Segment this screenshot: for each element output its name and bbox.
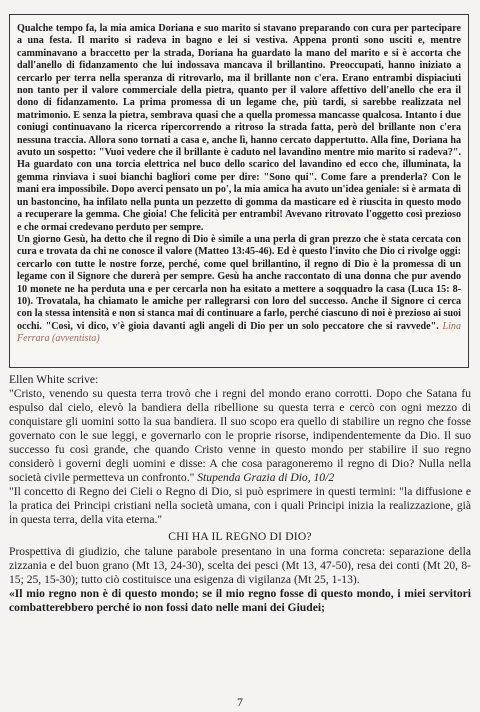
ellen-intro: Ellen White scrive: — [9, 373, 99, 386]
main-text — [9, 373, 471, 615]
section-heading: CHI HA IL REGNO DI DIO? — [168, 530, 312, 543]
ellen-quote — [9, 387, 471, 485]
story-signature: Lina Ferrara (avventista) — [17, 320, 461, 345]
story-kingdom-text: Un giorno Gesù, ha detto che il regno di Dio è simile a una perla di gran prezzo che è stata cercata con cura e trovata da chi ne conosce il valore (Matteo 13:45-46). Ed è questo l'invito che Dio ci rivolge oggi: cercarlo con tutte le nostre forze, perché, come quel brillantino, il regno di Dio è la promessa di un legame con il Signore che durerà per sempre. Gesù ha anche raccontato di una donna che pur avendo 10 monete ne ha perduta una e per cercarla non ha esitato a mettere a soqquadro la casa (Luca 15: 8-10). Trovatala, ha chiamato le amiche per rallegrarsi con loro del successo. Anche il Signore ci cerca con la stessa intensità e non si stanca mai di continuare a farlo, perché ciascuno di noi è prezioso ai suoi occhi. "Così, vi dico, v'è gioia davanti agli angeli di Dio per un solo peccatore che si ravvede". — [17, 233, 461, 332]
page-number: 7 — [237, 695, 243, 709]
ellen-quote-reference: Stupenda Grazia di Dio, 10/2 — [197, 471, 335, 484]
story-paragraph-kingdom — [17, 234, 461, 346]
story-paragraph-ring: Qualche tempo fa, la mia amica Doriana e suo marito si stavano preparando con cura per partecipare a una festa. Il marito si radeva in bagno e lei si vestiva. Appena pronti sono usciti e, mentre camminavano a braccetto per la strada, Doriana ha guardato la mano del marito e si è accorta che dall'anello di fidanzamento che lui indossava mancava il brillantino. Preoccupati, hanno iniziato a cercarlo per terra nella speranza di ritrovarlo, ma il brillante non c'era. Erano entrambi dispiaciuti non tanto per il valore commerciale della pietra, quanto per il valore affettivo dell'anello che era il dono di fidanzamento. La prima promessa di un legame che, più tardi, si sarebbe realizzata nel matrimonio. E senza la pietra, sembrava quasi che a quella promessa mancasse qualcosa. Intanto i due coniugi continuavano la ricerca ripercorrendo a ritroso la strada fatta, però del brillante non c'era nessuna traccia. Allora sono tornati a casa e, anche lì, hanno cercato dappertutto. Alla fine, Doriana ha avuto un sospetto: "Vuoi vedere che il brillante è caduto nel lavandino mentre mio marito si radeva?". Ha guardato con una torcia elettrica nel buco dello scarico del lavandino ed ecco che, illuminata, la gemma rinviava i suoi bianchi bagliori come per dire: "Sono qui". Come fare a prenderla? Con le mani era impossibile. Dopo averci pensato un po', la mia amica ha avuto un'idea geniale: si è armata di un bastoncino, ha infilato nella punta un pezzetto di gomma da masticare ed è riuscita in questo modo a recuperare la gemma. Che gioia! Che felicità per entrambi! Avevano ritrovato l'oggetto così prezioso e che ormai credevano perduto per sempre. — [17, 23, 461, 233]
gospel-quote: «Il mio regno non è di questo mondo; se il mio regno fosse di questo mondo, i miei servitori combatterebbero perché io non fossi dato nelle mani dei Giudei; — [9, 587, 471, 614]
ellen-quote-text: "Cristo, venendo su questa terra trovò che i regni del mondo erano corrotti. Dopo che Satana fu espulso dal cielo, elevò la bandiera della ribellione su questa terra e cercò con ogni mezzo di conquistare gli uomini sotto la sua bandiera. Il suo scopo era quello di stabilire un regno che fosse governato con le sue leggi, e governarlo con le proprie risorse, indipendentemente da Dio. Il suo successo fu così grande, che quando Cristo venne in questo mondo per stabilire il suo regno considerò i governi degli uomini e disse: A che cosa paragoneremo il regno di Dio? Nulla nella società civile permetteva un confronto." — [9, 387, 471, 484]
story-box — [9, 14, 469, 368]
section-paragraph: Prospettiva di giudizio, che talune parabole presentano in una forma concreta: separazione della zizzania e del buon grano (Mt 13, 24-30), scelta dei pesci (Mt 13, 47-50), resa dei conti (Mt 20, 8-15; 25, 15-30); tutto ciò costituisce una esigenza di vigilanza (Mt 25, 1-13). — [9, 545, 471, 586]
kingdom-concept: "Il concetto di Regno dei Cieli o Regno di Dio, si può esprimere in questi termini: "la diffusione e la pratica dei Principi cristiani nella società umana, con i quali Principi inizia la realizzazione, già in questa terra, della vita eterna." — [9, 485, 471, 526]
